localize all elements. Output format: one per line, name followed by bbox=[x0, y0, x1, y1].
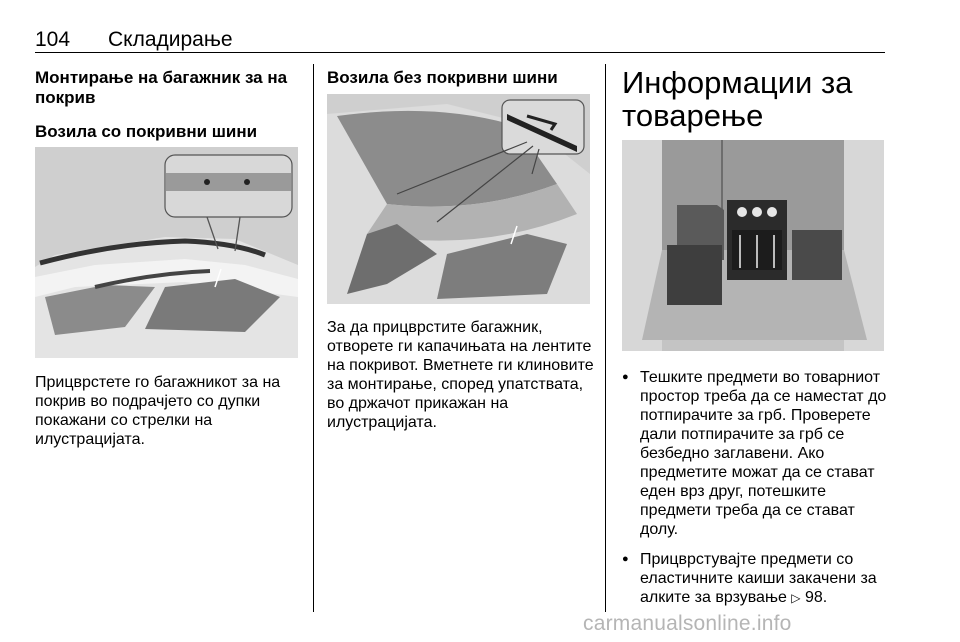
page-reference-link[interactable]: 98. bbox=[804, 589, 828, 606]
loading-info-heading: Информации за товарење bbox=[622, 65, 853, 133]
page-number: 104 bbox=[35, 28, 71, 51]
loading-tip-2: Прицврстувајте предмети со еластичните каиши закачени за алките за врзување bbox=[640, 551, 877, 606]
without-roof-rails-subheading: Возила без покривни шини bbox=[327, 68, 558, 87]
header-rule bbox=[35, 52, 885, 53]
loading-tip-1: Тешките предмети во товарниот простор треба да се наместат до потпирачите за грб. Проверете дали потпирачите за грб се безбедно заглавени. Ако предметите можат да се стават еден врз друг, потешките предмети треба да се стават долу. bbox=[640, 369, 887, 538]
page-header bbox=[35, 28, 885, 50]
column-divider-2 bbox=[605, 64, 606, 612]
reference-arrow-icon: ▷ bbox=[791, 591, 801, 605]
car-without-roof-rails-illustration bbox=[327, 94, 590, 304]
watermark: carmanualsonline.info bbox=[583, 612, 792, 635]
list-item bbox=[622, 368, 890, 539]
roof-rails-body: Прицврстете го багажникот за на покрив во подрачјето со дупки покажани со стрелки на илустрацијата. bbox=[35, 374, 281, 448]
loading-tips-list bbox=[622, 368, 890, 619]
with-roof-rails-subheading: Возила со покривни шини bbox=[35, 122, 258, 141]
column-divider-1 bbox=[313, 64, 314, 612]
roof-rack-heading: Монтирање на багажник за на покрив bbox=[35, 68, 288, 107]
no-roof-rails-body: За да прицврстите багажник, отворете ги капачињата на лентите на покривот. Вметнете ги клиновите за монтирање, според упатствата, во држачот прикажан на илустрацијата. bbox=[327, 319, 594, 431]
car-with-roof-rails-illustration bbox=[35, 147, 298, 358]
section-title: Складирање bbox=[108, 28, 233, 51]
cargo-area-illustration bbox=[622, 140, 884, 351]
list-item bbox=[622, 550, 890, 608]
